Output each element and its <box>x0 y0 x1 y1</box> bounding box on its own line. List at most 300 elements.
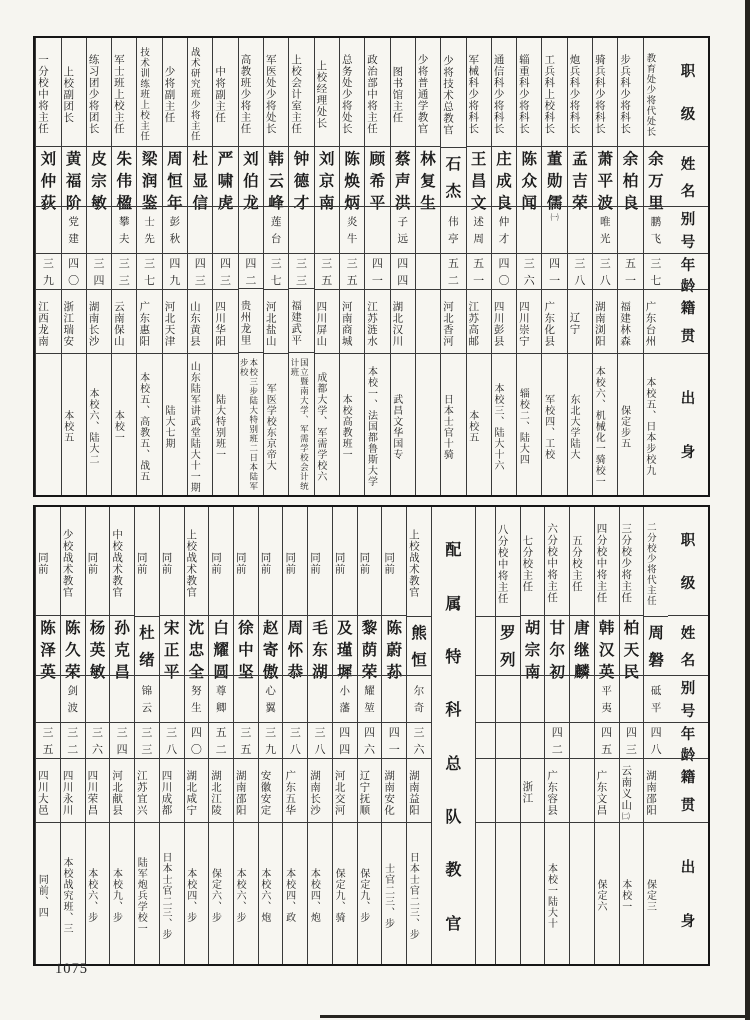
cell-text: 本校六、陆大二 <box>87 388 98 466</box>
cell-rank <box>358 507 382 615</box>
cell-name <box>185 615 209 682</box>
cell-text: 四川荣昌 <box>86 769 98 816</box>
char: 三 <box>413 726 425 739</box>
char-stack <box>644 254 668 289</box>
cell-text: 同前 <box>259 552 271 576</box>
char: 八 <box>574 275 586 288</box>
cell-rank <box>492 38 516 146</box>
cell-age <box>521 722 545 758</box>
cell-age <box>467 253 491 289</box>
char: 恒 <box>411 652 427 670</box>
char: 二 <box>215 744 227 757</box>
cell-name <box>644 146 668 213</box>
cell-age <box>441 253 465 289</box>
cell-origin <box>308 758 332 822</box>
cell-alias <box>86 675 110 722</box>
char: 周 <box>167 151 183 169</box>
cell-text: 江苏高邮 <box>467 300 479 347</box>
cell-rank <box>340 38 364 146</box>
char-stack <box>62 147 86 213</box>
char: 沈 <box>188 620 205 638</box>
char: 四 <box>194 258 206 271</box>
char: 墀 <box>337 664 353 682</box>
char-stack <box>36 147 60 213</box>
cell-origin <box>36 289 60 353</box>
char-stack <box>340 254 364 289</box>
char: 英 <box>89 642 106 660</box>
cell-name <box>234 615 258 682</box>
cell-age <box>283 722 307 758</box>
char: 职 <box>680 64 696 81</box>
cell-text: 东北大学陆大 <box>567 393 579 460</box>
cell-background <box>570 822 594 964</box>
char: 仲 <box>40 173 57 191</box>
cell-alias <box>308 675 332 722</box>
cell-rank <box>568 38 592 146</box>
cell-background <box>595 822 619 964</box>
cell-text: 军械科少将科长 <box>467 54 479 135</box>
cell-alias <box>185 675 209 722</box>
char: 德 <box>293 173 310 191</box>
char: 教 <box>445 862 462 880</box>
cell-background <box>315 353 339 495</box>
char-stack <box>86 616 110 682</box>
char-stack <box>416 147 440 213</box>
cell-rank <box>618 38 642 146</box>
char: 一 <box>625 275 637 288</box>
cell-text: 河北盐山 <box>264 300 276 347</box>
char: 四 <box>371 258 383 271</box>
cell-text: 本校一、法国都鲁斯大学 <box>365 366 377 488</box>
person-column <box>35 507 60 964</box>
char: 声 <box>394 173 411 191</box>
cell-text: 本校五、高教五、战五 <box>137 371 149 482</box>
cell-name <box>333 615 357 682</box>
cell-age <box>135 722 159 758</box>
person-column <box>495 507 520 964</box>
cell-origin <box>593 289 617 353</box>
cell-alias <box>407 675 431 722</box>
char-stack <box>542 254 566 289</box>
cell-text: 安徽安定 <box>259 769 271 816</box>
header-cell-alias <box>668 206 708 253</box>
char: 五 <box>215 727 227 740</box>
char: 久 <box>64 642 81 660</box>
cell-alias <box>620 675 644 722</box>
cell-alias <box>521 675 545 722</box>
cell-text: 本校四、步 <box>184 868 196 924</box>
char: 董 <box>546 151 563 169</box>
char: 三 <box>194 275 206 288</box>
char: 寄 <box>262 642 279 660</box>
cell-text: 本校五 <box>466 410 478 444</box>
char: 楹 <box>116 195 133 213</box>
person-column <box>307 507 332 964</box>
cell-rank <box>333 507 357 615</box>
char: 陈 <box>344 151 360 169</box>
cell-text: 军士班上校主任 <box>112 54 124 135</box>
cell-text: 通信科少将科长 <box>492 54 504 135</box>
char: 四 <box>364 727 376 740</box>
cell-alias <box>264 206 288 253</box>
char: 荻 <box>40 195 57 213</box>
cell-text: 军医学校东京帝大 <box>264 382 276 471</box>
char: 三 <box>574 258 586 271</box>
cell-text: 军校四、工校 <box>542 393 554 460</box>
person-column <box>111 38 136 495</box>
cell-background <box>209 822 233 964</box>
char-stack <box>283 723 307 758</box>
cell-text: 河南商城 <box>340 300 352 347</box>
header-cell-origin <box>668 289 708 353</box>
cell-name <box>521 615 545 682</box>
cell-text: 四川崇宁 <box>517 300 529 347</box>
cell-text: 四川永川 <box>61 769 73 816</box>
char-stack <box>570 616 594 682</box>
cell-text: 福建林森 <box>619 300 631 347</box>
cell-text: 江西龙南 <box>36 300 48 347</box>
char: 勋 <box>546 173 563 191</box>
char-stack <box>264 207 288 253</box>
cell-rank <box>264 38 288 146</box>
cell-age <box>358 722 382 758</box>
cell-rank <box>259 507 283 615</box>
cell-text: 工兵科上校科长 <box>543 54 555 135</box>
char: 九 <box>169 275 181 288</box>
char-stack <box>382 723 406 758</box>
cell-alias <box>441 206 465 253</box>
cell-rank <box>112 38 136 146</box>
char-stack <box>644 617 668 676</box>
char: 〇 <box>190 744 202 757</box>
cell-name <box>239 146 263 213</box>
char-stack <box>542 147 566 223</box>
char: 余 <box>622 151 639 169</box>
scan-edge-bottom <box>320 1015 750 1018</box>
cell-alias <box>110 675 134 722</box>
char: 身 <box>680 913 696 930</box>
cell-origin <box>545 758 569 822</box>
cell-rank <box>87 38 111 146</box>
char-stack <box>382 676 406 722</box>
char: 四 <box>650 726 662 739</box>
cell-rank <box>315 38 339 146</box>
cell-alias <box>618 206 642 253</box>
person-column <box>60 507 85 964</box>
section-label <box>432 507 475 964</box>
cell-alias <box>644 675 668 722</box>
char: 号 <box>680 703 696 720</box>
char-stack <box>86 723 110 758</box>
char: 荪 <box>386 664 403 682</box>
person-column <box>390 38 415 495</box>
char: 夫 <box>119 234 130 246</box>
cell-alias <box>160 675 184 722</box>
char-stack <box>209 616 233 682</box>
char: 三 <box>289 727 301 740</box>
char: 希 <box>369 173 386 191</box>
char: 里 <box>648 195 664 213</box>
char: 萧 <box>597 151 613 169</box>
char: 顾 <box>369 151 386 169</box>
cell-name <box>382 615 406 682</box>
cell-text: 本校五 <box>61 410 73 444</box>
cell-rank <box>61 507 85 615</box>
char: 四 <box>388 727 400 740</box>
char: 四 <box>169 258 181 271</box>
cell-origin <box>234 758 258 822</box>
char-stack <box>213 147 237 213</box>
person-column <box>357 507 382 964</box>
char: 刘 <box>319 151 335 169</box>
char: 怀 <box>287 642 304 660</box>
cell-alias <box>289 206 313 253</box>
cell-rank <box>160 507 184 615</box>
cell-alias <box>593 206 617 253</box>
cell-name <box>492 146 516 213</box>
cell-background <box>185 822 209 964</box>
cell-text: 同前 <box>333 552 345 576</box>
cell-text: 保定步五 <box>618 404 630 449</box>
cell-text: 少将副主任 <box>163 65 175 124</box>
char: 四 <box>601 727 613 740</box>
person-column <box>332 507 357 964</box>
char: 科 <box>445 702 462 720</box>
cell-text: 上校战术教官 <box>185 529 197 599</box>
char: 一 <box>371 275 383 288</box>
cell-text: 少将普通学教官 <box>416 54 428 135</box>
cell-background <box>416 353 440 495</box>
char-stack <box>264 254 288 289</box>
char: 五 <box>473 258 485 271</box>
cell-text: 日本士官十骑 <box>441 393 453 460</box>
cell-rank <box>36 38 60 146</box>
char: 初 <box>549 664 565 682</box>
char: 虎 <box>217 195 234 213</box>
char-stack <box>570 676 594 722</box>
cell-background <box>259 822 283 964</box>
cell-text: 辽宁 <box>568 312 580 336</box>
char: 三 <box>314 727 326 740</box>
char: 罗 <box>499 625 516 643</box>
cell-text: 河北献县 <box>111 769 123 816</box>
cell-text: 技术训练班上校主任 <box>138 47 149 142</box>
char: 毛 <box>312 620 328 638</box>
cell-text: 本校六、炮 <box>258 868 270 924</box>
cell-text: 湖南长沙 <box>87 300 99 347</box>
cell-text: 四川彭县 <box>492 300 504 347</box>
cell-origin <box>358 758 382 822</box>
char-stack <box>234 616 258 682</box>
cell-rank <box>644 507 668 616</box>
cell-age <box>62 253 86 289</box>
cell-background <box>213 353 237 495</box>
char: 出 <box>680 859 696 876</box>
char: 孙 <box>114 620 130 638</box>
char: 宗 <box>524 642 541 660</box>
char: 翼 <box>265 703 276 715</box>
cell-name <box>163 146 187 213</box>
cell-origin <box>264 289 288 353</box>
cell-background <box>112 353 136 495</box>
char-stack <box>668 823 708 964</box>
cell-text: 炮兵科少将科长 <box>568 54 580 135</box>
char-stack <box>209 676 233 722</box>
char: 坚 <box>238 664 254 682</box>
char: 鉴 <box>141 195 158 213</box>
char-stack <box>517 207 541 253</box>
cell-text: 广东容县 <box>546 769 558 816</box>
char-stack <box>264 147 288 213</box>
cell-age <box>545 722 569 758</box>
cell-name <box>213 146 237 213</box>
cell-text: 云南保山 <box>112 300 124 347</box>
cell-age <box>209 722 233 758</box>
char: 生 <box>191 703 202 715</box>
char: 一 <box>549 275 561 288</box>
char-stack <box>496 676 520 722</box>
header-cell-alias <box>668 675 708 722</box>
cell-background <box>542 353 566 495</box>
cell-text: 湖北咸宁 <box>185 769 197 816</box>
char: 列 <box>499 652 516 670</box>
person-column <box>406 507 431 964</box>
char: 克 <box>114 642 130 660</box>
cell-text: 本校一 <box>112 410 124 444</box>
char: 号 <box>680 234 696 251</box>
empty-cell <box>476 675 495 722</box>
char: 九 <box>42 275 54 288</box>
char-stack <box>618 254 642 289</box>
char: 年 <box>167 195 183 213</box>
cell-name <box>407 616 431 676</box>
cell-text: 武昌文华国专 <box>390 393 402 460</box>
cell-age <box>568 253 592 289</box>
char: 泽 <box>40 642 56 660</box>
char: 小 <box>339 686 351 698</box>
char: 三 <box>240 727 252 740</box>
cell-age <box>61 722 85 758</box>
char: 述 <box>473 217 484 229</box>
char-stack <box>618 147 642 213</box>
cell-age <box>188 253 212 289</box>
char: 林 <box>420 151 436 169</box>
char-stack <box>110 723 134 758</box>
person-column <box>544 507 569 964</box>
cell-origin <box>467 289 491 353</box>
cell-background <box>160 822 184 964</box>
person-column <box>594 507 619 964</box>
cell-text: 骑兵科少将科长 <box>593 54 605 135</box>
char: 努 <box>191 686 202 698</box>
char-stack <box>542 207 566 253</box>
char-stack <box>416 254 440 289</box>
char: 七 <box>144 275 156 288</box>
cell-background <box>289 352 313 495</box>
char: 三 <box>118 258 130 271</box>
cell-age <box>365 253 389 289</box>
header-cell-rank <box>668 507 708 615</box>
char-stack <box>188 147 212 213</box>
char-stack <box>644 723 668 758</box>
cell-text: 湖南长沙 <box>308 769 320 816</box>
char-stack <box>521 723 545 758</box>
char-stack <box>668 290 708 353</box>
cell-text: 本校九、步 <box>110 868 122 924</box>
person-column <box>282 507 307 964</box>
cell-text: 军医处少将处长 <box>264 54 276 135</box>
cell-text: 二分校少将代主任 <box>644 521 655 606</box>
cell-text: 河北交河 <box>333 769 345 816</box>
char: 圆 <box>213 664 229 682</box>
char: 孟 <box>572 151 588 169</box>
char: 龄 <box>680 278 696 295</box>
cell-alias <box>358 675 382 722</box>
cell-origin <box>163 289 187 353</box>
cell-name <box>87 146 111 213</box>
cell-name <box>36 146 60 213</box>
cell-name <box>365 146 389 213</box>
cell-text: 河北香河 <box>441 300 453 347</box>
cell-rank <box>36 507 60 615</box>
char: 润 <box>141 173 158 191</box>
cell-rank <box>209 507 233 615</box>
char: 南 <box>319 195 335 213</box>
char-stack <box>358 723 382 758</box>
char: 复 <box>420 173 436 191</box>
cell-text: 保定六 <box>594 879 606 913</box>
cell-alias <box>315 206 339 253</box>
cell-origin <box>644 758 668 822</box>
cell-alias <box>112 206 136 253</box>
person-column <box>466 38 491 495</box>
char: 五 <box>240 744 252 757</box>
char-stack <box>135 676 159 722</box>
cell-rank <box>644 38 668 146</box>
cell-text: 一分校中将主任 <box>36 54 48 135</box>
cell-text: 湖南邵阳 <box>645 769 657 816</box>
char-stack <box>467 254 491 289</box>
cell-name <box>570 615 594 682</box>
char: 官 <box>445 915 462 933</box>
cell-name <box>264 146 288 213</box>
char-stack <box>36 616 60 682</box>
cell-background <box>264 353 288 495</box>
char: 平 <box>650 703 662 715</box>
cell-origin <box>61 758 85 822</box>
cell-origin <box>110 758 134 822</box>
char: 奇 <box>413 703 425 715</box>
char: 忠 <box>188 642 205 660</box>
char: 子 <box>397 217 408 229</box>
cell-text: 同前 <box>284 552 296 576</box>
char-stack <box>188 207 212 253</box>
char: 良 <box>496 195 512 213</box>
cell-age <box>542 253 566 289</box>
char: 陈 <box>64 620 81 638</box>
char: 尔 <box>549 642 565 660</box>
cell-origin <box>86 758 110 822</box>
char-stack <box>545 616 569 682</box>
cell-alias <box>467 206 491 253</box>
cell-text: 本校高教班一 <box>340 393 352 460</box>
char: 刘 <box>40 151 57 169</box>
cell-text: 湖南益阳 <box>407 769 419 816</box>
header-cell-rank <box>668 38 708 146</box>
char: 严 <box>217 151 234 169</box>
cell-origin <box>213 289 237 353</box>
cell-age <box>644 722 668 758</box>
